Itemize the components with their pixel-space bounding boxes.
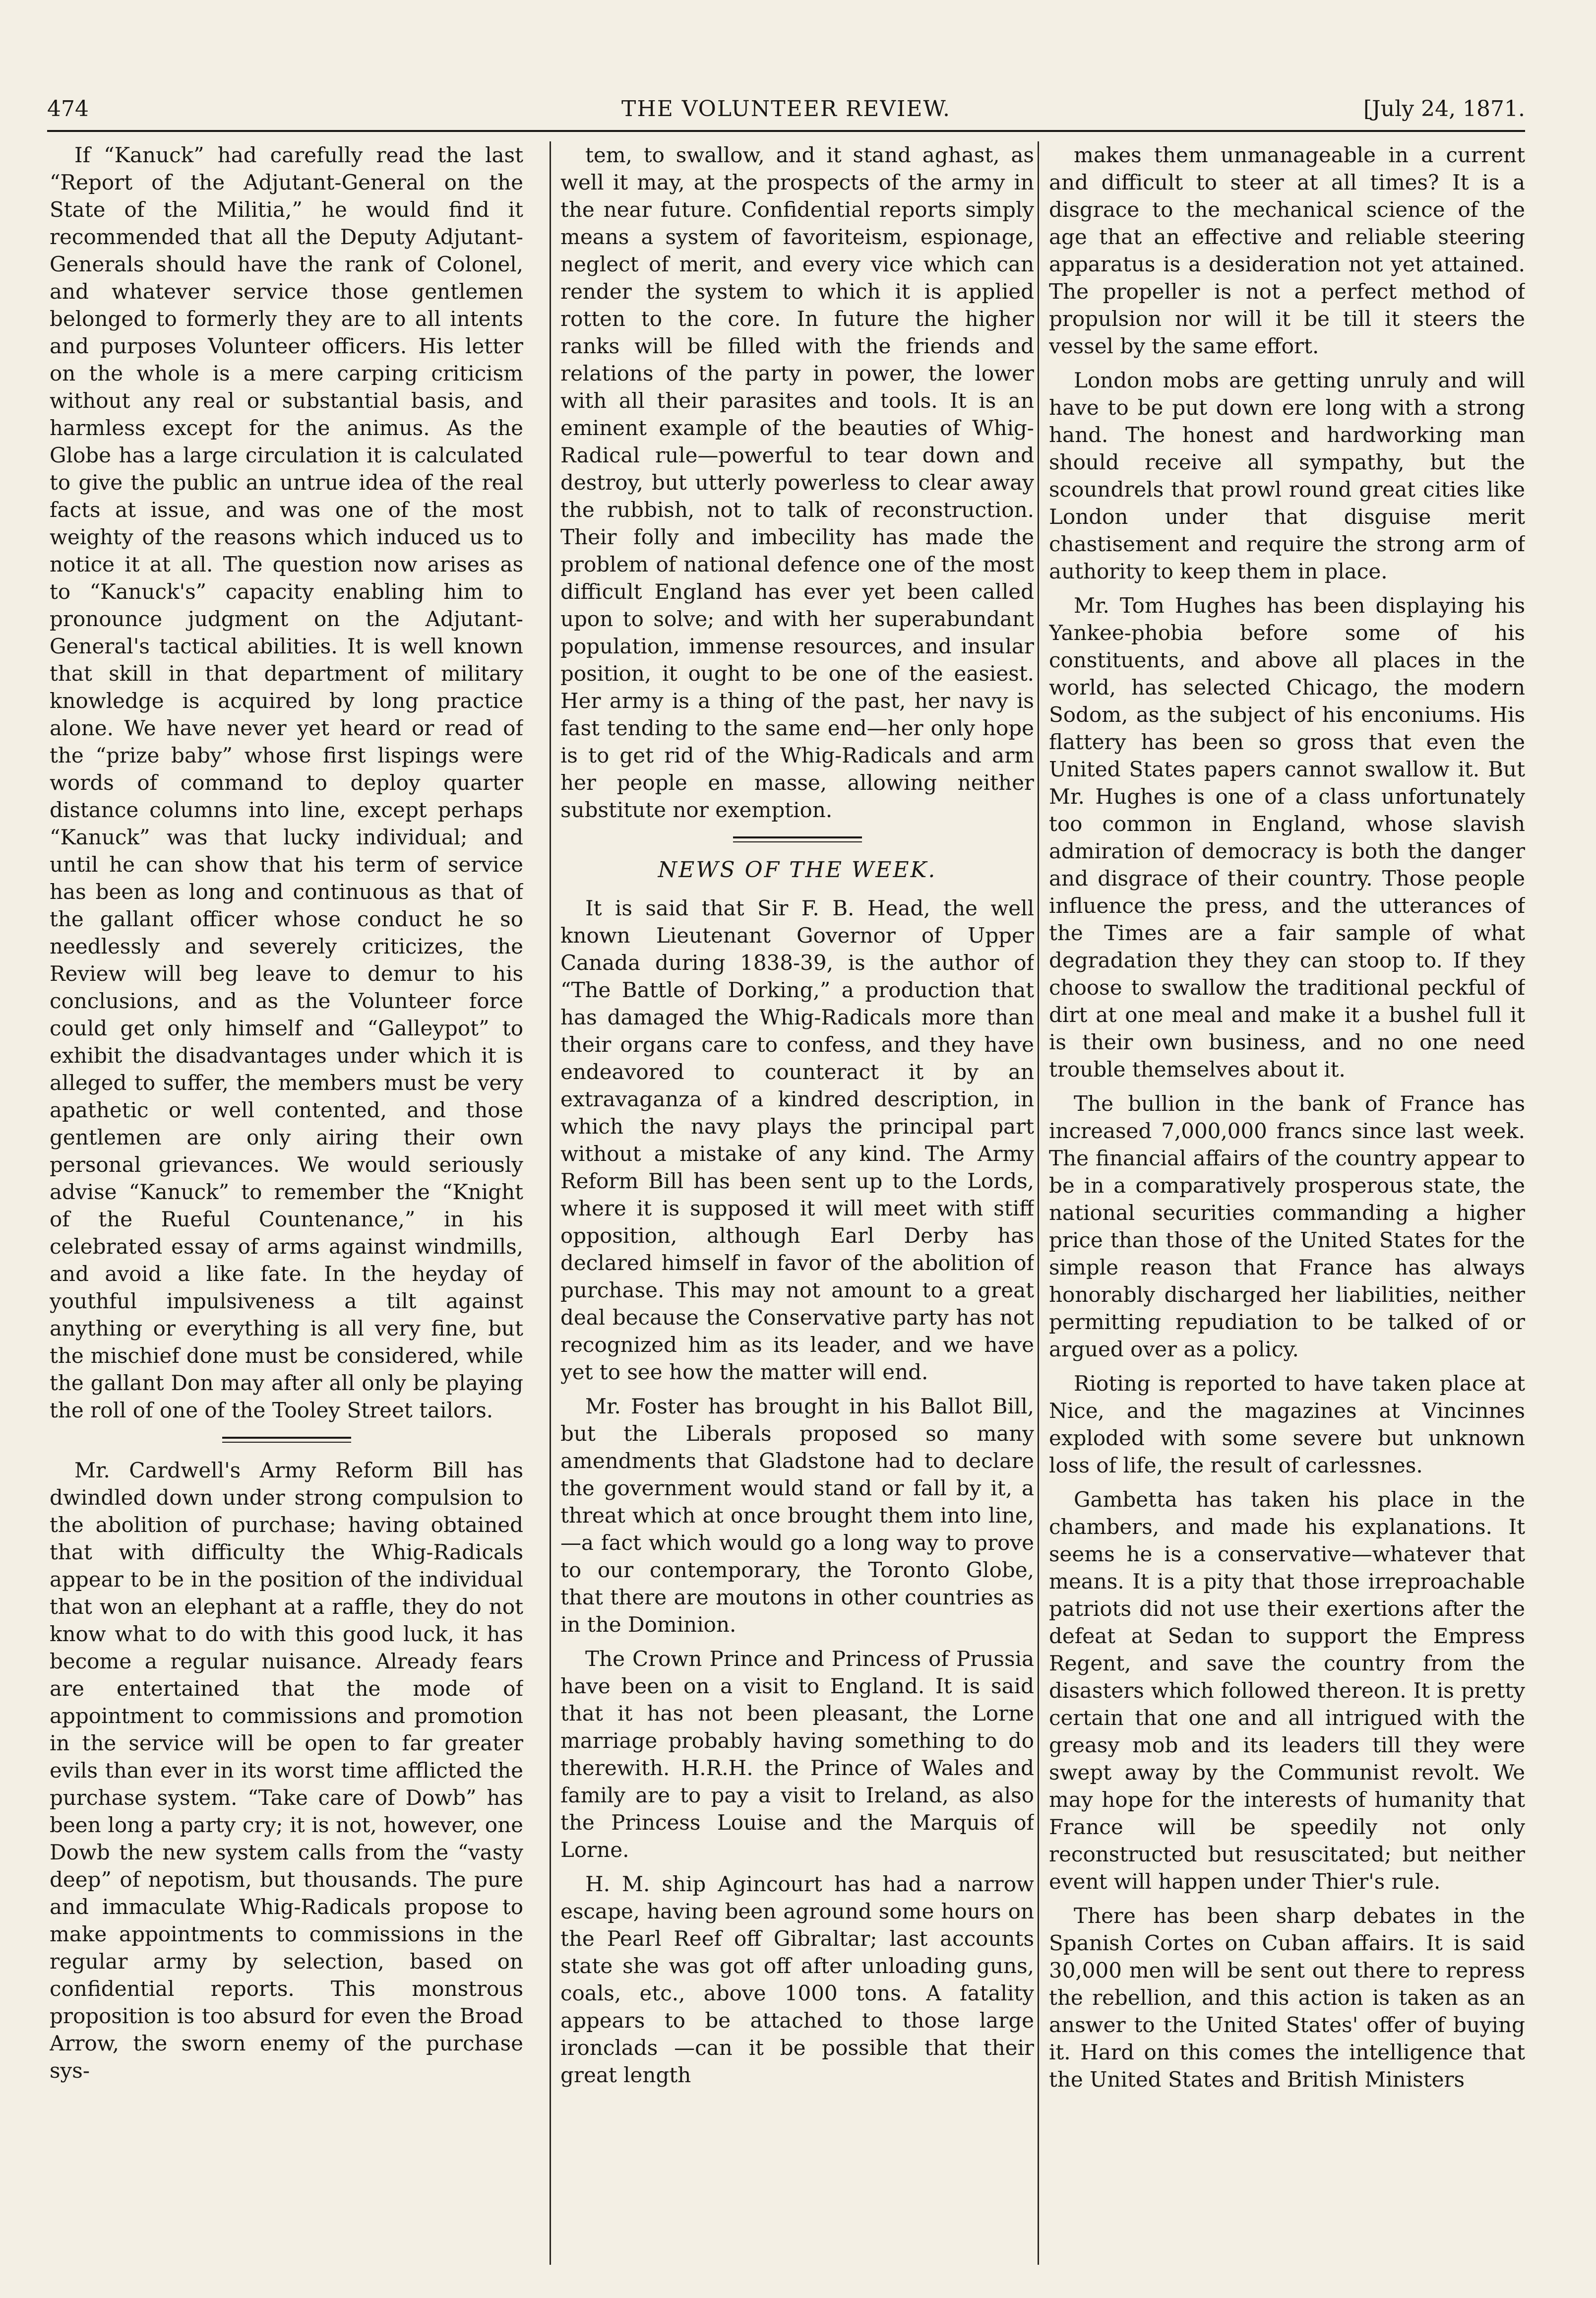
article-paragraph: It is said that Sir F. B. Head, the well known Lieutenant Governor of Upper Canada during 1838-39, is the author of “The Battle of Dorking,” a production that has damaged the Whig-Radicals more than their organs care to confess, and they have endeavored to counteract it by an extravaganza of a kindred description, in which the navy plays the principal part without a mistake of any kind. The Army Reform Bill has been sent up to the Lords, where it is supposed it will meet with stiff opposition, although Earl Derby has declared himself in favor of the abolition of purchase. This may not amount to a great deal because the Conservative party has not recognized him as its leader, and we have yet to see how the matter will end. xyxy=(560,896,1034,1384)
article-paragraph: Gambetta has taken his place in the chambers, and made his explanations. It seems he is a conservative—whatever that means. It is a pity that those irreproachable patriots did not use their exertions after the defeat at Sedan to support the Empress Regent, and save the country from the disasters which followed thereon. It is pretty certain that one and all intrigued with the greasy mob and its leaders till they were swept away by the Communist revolt. We may hope for the interests of humanity that France will be speedily not only reconstructed but resuscitated; but neither event will happen under Thier's rule. xyxy=(1049,1487,1525,1894)
article-paragraph: Mr. Cardwell's Army Reform Bill has dwindled down under strong compulsion to the abolition of purchase; having obtained that with difficulty the Whig-Radicals appear to be in the position of the individual that won an elephant at a raffle, they do not know what to do with this good luck, it has become a regular nuisance. Already fears are entertained that the mode of appointment to commissions and promotion in the service will be open to far greater evils than ever in its worst time afflicted the purchase system. “Take care of Dowb” has been long a party cry; it is not, however, one Dowb the new system calls from the “vasty deep” of nepotism, but thousands. The pure and immaculate Whig-Radicals propose to make appointments to commissions in the regular army by selection, based on confidential reports. This monstrous proposition is too absurd for even the Broad Arrow, the sworn enemy of the purchase sys- xyxy=(50,1458,523,2083)
newspaper-title: THE VOLUNTEER REVIEW. xyxy=(621,96,951,122)
article-paragraph: tem, to swallow, and it stand aghast, as well it may, at the prospects of the army in the near future. Confidential reports simply means a system of favoriteism, espionage, neglect of merit, and every vice which can render the system to which it is applied rotten to the core. In future the higher ranks will be filled with the friends and relations of the party in power, the lower with all their parasites and tools. It is an eminent example of the beauties of Whig-Radical rule—powerful to tear down and destroy, but utterly powerless to clear away the rubbish, not to talk of reconstruction. Their folly and imbecility has made the problem of national defence one of the most difficult England has ever yet been called upon to solve; and with her superabundant population, immense resources, and insular position, it ought to be one of the easiest. Her army is a thing of the past, her navy is fast tending to the same end—her only hope is to get rid of the Whig-Radicals and arm her people en masse, allowing neither substitute nor exemption. xyxy=(560,143,1034,822)
article-paragraph: There has been sharp debates in the Spanish Cortes on Cuban affairs. It is said 30,000 men will be sent out there to repress the rebellion, and this action is taken as an answer to the United States' offer of buying it. Hard on this comes the intelligence that the United States and British Ministers xyxy=(1049,1904,1525,2092)
article-paragraph: makes them unmanageable in a current and difficult to steer at all times? It is a disgrace to the mechanical science of the age that an effective and reliable steering apparatus is a desideration not yet attained. The propeller is not a perfect method of propulsion nor will it be till it steers the vessel by the same effort. xyxy=(1049,143,1525,358)
section-heading: NEWS OF THE WEEK. xyxy=(658,857,937,883)
article-paragraph: Mr. Tom Hughes has been displaying his Yankee-phobia before some of his constituents, and above all places in the world, has selected Chicago, the modern Sodom, as the subject of his enconiums. His flattery has been so gross that even the United States papers cannot swallow it. But Mr. Hughes is one of a class unfortunately too common in England, whose slavish admiration of democracy is both the danger and disgrace of their country. Those people influence the press, and the utterances of the Times are a fair sample of what degradation they they can stoop to. If they choose to swallow the traditional peckful of dirt at one meal and make it a bushel full it is their own business, and no one need trouble themselves about it. xyxy=(1049,593,1525,1082)
header-rule xyxy=(47,130,1525,132)
article-divider xyxy=(222,1437,351,1443)
article-paragraph: Rioting is reported to have taken place at Nice, and the magazines at Vincinnes exploded with some severe but unknown loss of life, the result of carlessnes. xyxy=(1049,1371,1525,1477)
column-separator xyxy=(1038,141,1039,2265)
article-paragraph: Mr. Foster has brought in his Ballot Bill, but the Liberals proposed so many amendments that Gladstone had to declare the government would stand or fall by it, a threat which at once brought them into line, —a fact which would go a long way to prove to our contemporary, the Toronto Globe, that there are moutons in other countries as in the Dominion. xyxy=(560,1394,1034,1637)
article-paragraph: London mobs are getting unruly and will have to be put down ere long with a strong hand. The honest and hardworking man should receive all sympathy, but the scoundrels that prowl round great cities like London under that disguise merit chastisement and require the strong arm of authority to keep them in place. xyxy=(1049,368,1525,583)
column-2 xyxy=(560,141,1034,2265)
page-header xyxy=(47,89,1525,129)
article-paragraph: If “Kanuck” had carefully read the last “Report of the Adjutant-General on the State of the Militia,” he would find it recommended that all the Deputy Adjutant-Generals should have the rank of Colonel, and whatever service those gentlemen belonged to formerly they are to all intents and purposes Volunteer officers. His letter on the whole is a mere carping criticism without any real or substantial basis, and harmless except for the animus. As the Globe has a large circulation it is calculated to give the public an untrue idea of the real facts at issue, and was one of the most weighty of the reasons which induced us to notice it at all. The question now arises as to “Kanuck's” capacity enabling him to pronounce judgment on the Adjutant-General's tactical abilities. It is well known that skill in that department of military knowledge is acquired by long practice alone. We have never yet heard or read of the “prize baby” whose first lispings were words of command to deploy quarter distance columns into line, except perhaps “Kanuck” was that lucky individual; and until he can show that his term of service has been as long and continuous as that of the gallant officer whose conduct he so needlessly and severely criticizes, the Review will beg leave to demur to his conclusions, and as the Volunteer force could get only himself and “Galleypot” to exhibit the disadvantages under which it is alleged to suffer, the members must be very apathetic or well contented, and those gentlemen are only airing their own personal grievances. We would seriously advise “Kanuck” to remember the “Knight of the Rueful Countenance,” in his celebrated essay of arms against windmills, and avoid a like fate. In the heyday of youthful impulsiveness a tilt against anything or everything is all very fine, but the mischief done must be considered, while the gallant Don may after all only be playing the roll of one of the Tooley Street tailors. xyxy=(50,143,523,1422)
issue-date: [July 24, 1871. xyxy=(1363,96,1525,122)
article-paragraph: The bullion in the bank of France has increased 7,000,000 francs since last week. The financial affairs of the country appear to be in a comparatively prosperous state, the national securities commanding a higher price than those of the United States for the simple reason that France has always honorably discharged her liabilities, neither permitting repudiation to be talked of or argued over as a policy. xyxy=(1049,1091,1525,1361)
article-paragraph: The Crown Prince and Princess of Prussia have been on a visit to England. It is said that it has not been pleasant, the Lorne marriage probably having something to do therewith. H.R.H. the Prince of Wales and family are to pay a visit to Ireland, as also the Princess Louise and the Marquis of Lorne. xyxy=(560,1647,1034,1862)
column-separator xyxy=(550,141,551,2265)
page-number: 474 xyxy=(47,96,89,122)
article-divider xyxy=(733,836,862,842)
column-3 xyxy=(1049,141,1525,2265)
column-1 xyxy=(50,141,523,2265)
article-paragraph: H. M. ship Agincourt has had a narrow escape, having been aground some hours on the Pearl Reef off Gibraltar; last accounts state she was got off after unloading guns, coals, etc., above 1000 tons. A fatality appears to be attached to those large ironclads —can it be possible that their great length xyxy=(560,1872,1034,2087)
